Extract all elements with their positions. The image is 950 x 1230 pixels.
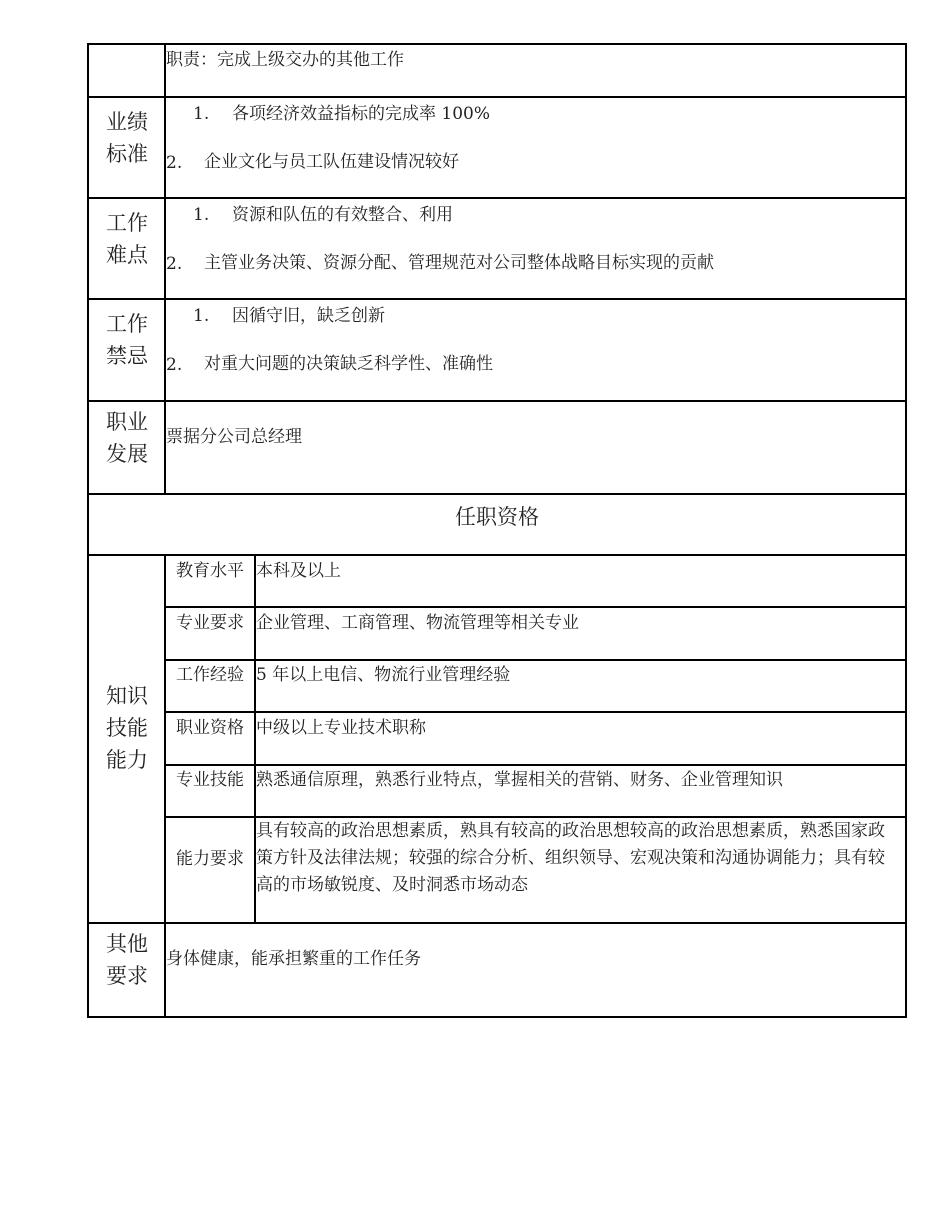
row-divider [164, 711, 907, 713]
difficulty-label-line2: 难点 [106, 243, 148, 267]
career-label [89, 406, 165, 470]
other-label-line2: 要求 [106, 964, 148, 988]
table-border-top [87, 43, 907, 45]
list-item: 各项经济效益指标的完成率 100% [232, 104, 491, 124]
qualifications-title: 任职资格 [455, 505, 539, 529]
career-text: 票据分公司总经理 [166, 427, 302, 447]
qual-label-certification: 职业资格 [176, 718, 244, 738]
qual-value-education: 本科及以上 [256, 561, 341, 581]
row-divider [164, 659, 907, 661]
qual-label-skills: 专业技能 [176, 770, 244, 790]
qual-label-experience: 工作经验 [176, 665, 244, 685]
group-label-line3: 能力 [106, 748, 148, 772]
qualifications-group-label [89, 680, 165, 776]
list-number: 1. [193, 205, 210, 225]
difficulty-label-line1: 工作 [106, 211, 148, 235]
table-border-right [905, 43, 907, 1018]
qual-label-abilities: 能力要求 [176, 849, 244, 869]
qual-label-education: 教育水平 [176, 561, 244, 581]
list-item: 主管业务决策、资源分配、管理规范对公司整体战略目标实现的贡献 [204, 253, 714, 273]
duty-text: 职责：完成上级交办的其他工作 [166, 50, 404, 70]
other-text: 身体健康，能承担繁重的工作任务 [166, 949, 421, 969]
group-label-line2: 技能 [106, 716, 148, 740]
row-divider [87, 922, 907, 924]
list-number: 2. [166, 254, 183, 274]
row-divider [87, 197, 907, 199]
taboo-label-line2: 禁忌 [106, 344, 148, 368]
taboo-label-line1: 工作 [106, 312, 148, 336]
row-divider [164, 606, 907, 608]
taboo-label [89, 308, 165, 372]
list-number: 1. [193, 306, 210, 326]
row-divider [87, 554, 907, 556]
list-item: 对重大问题的决策缺乏科学性、准确性 [204, 354, 493, 374]
qual-value-major: 企业管理、工商管理、物流管理等相关专业 [256, 613, 579, 633]
table-border-bottom [87, 1016, 907, 1018]
other-label [89, 928, 165, 992]
qual-label-major: 专业要求 [176, 613, 244, 633]
row-divider [87, 298, 907, 300]
row-divider [87, 400, 907, 402]
row-divider [87, 96, 907, 98]
list-number: 1. [193, 104, 210, 124]
list-number: 2. [166, 355, 183, 375]
career-label-line1: 职业 [106, 410, 148, 434]
performance-label-line2: 标准 [106, 142, 148, 166]
list-number: 2. [166, 153, 183, 173]
difficulty-label [89, 207, 165, 271]
row-divider [87, 493, 907, 495]
table-border-left [87, 43, 89, 1018]
group-label-line1: 知识 [106, 684, 148, 708]
qual-value-abilities: 具有较高的政治思想素质，熟具有较高的政治思想较高的政治思想素质，熟悉国家政策方针及法律法规；较强的综合分析、组织领导、宏观决策和沟通协调能力；具有较高的市场敏锐度、及时洞悉市场动态 [256, 821, 885, 895]
performance-label [89, 106, 165, 170]
performance-label-line1: 业绩 [106, 110, 148, 134]
list-item: 因循守旧，缺乏创新 [232, 306, 385, 326]
row-divider [164, 764, 907, 766]
qual-value-skills: 熟悉通信原理，熟悉行业特点，掌握相关的营销、财务、企业管理知识 [256, 770, 783, 790]
other-label-line1: 其他 [106, 932, 148, 956]
list-item: 资源和队伍的有效整合、利用 [232, 205, 453, 225]
qual-value-experience: 5 年以上电信、物流行业管理经验 [256, 665, 511, 685]
career-label-line2: 发展 [106, 442, 148, 466]
qual-value-certification: 中级以上专业技术职称 [256, 718, 426, 738]
list-item: 企业文化与员工队伍建设情况较好 [204, 152, 459, 172]
